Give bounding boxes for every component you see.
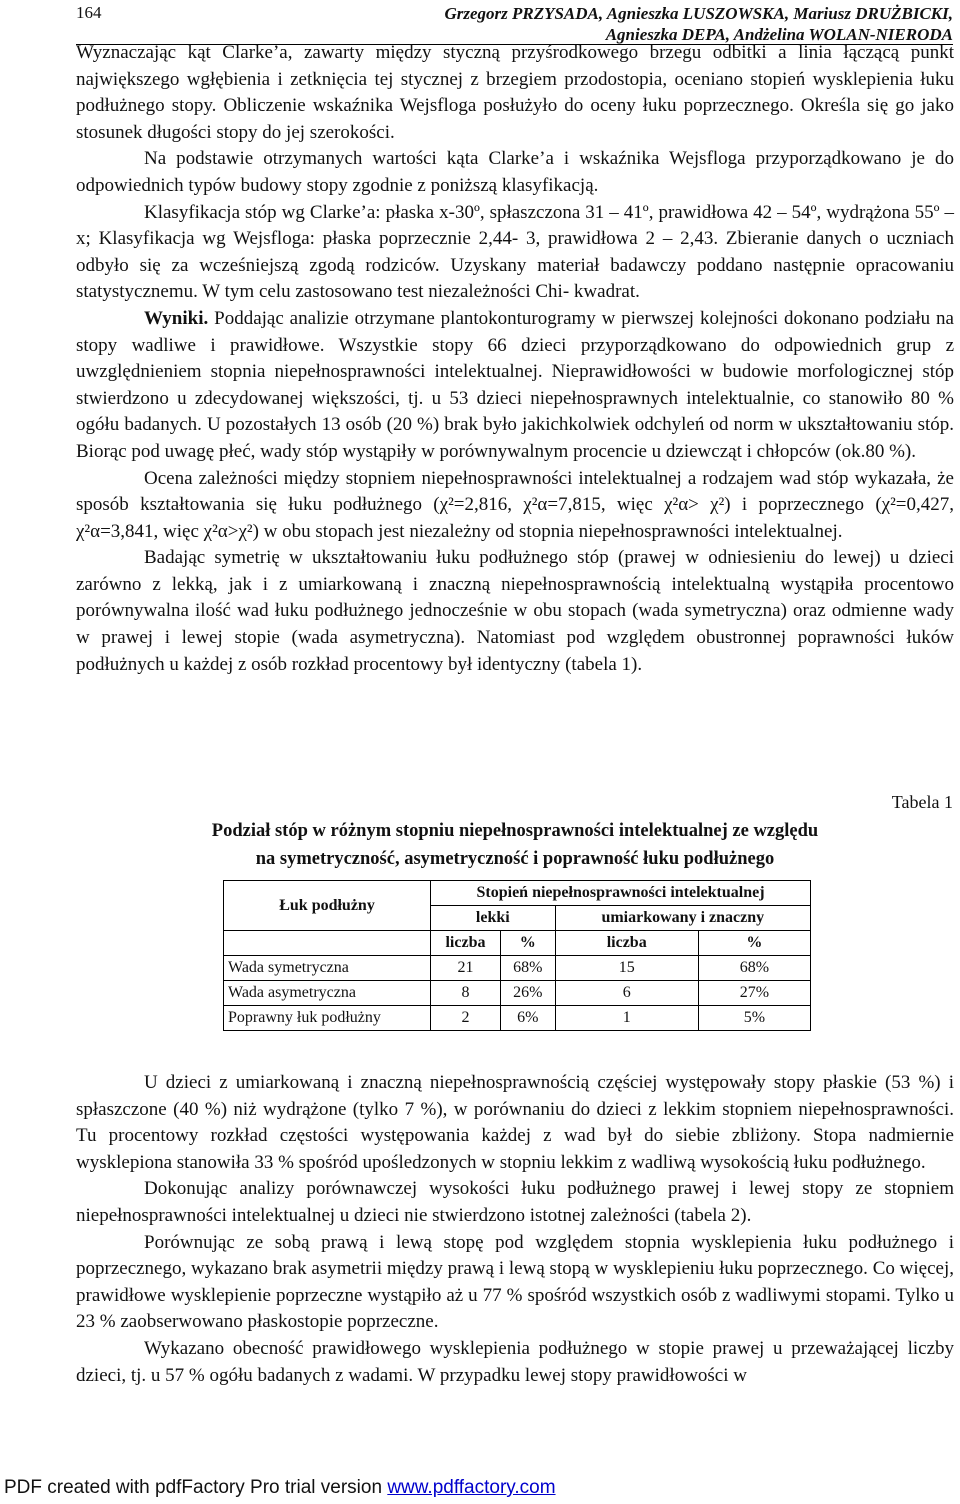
table-row [224,1006,811,1031]
subheader-cell: liczba [555,931,698,956]
table-cell: 8 [431,981,501,1006]
page-number: 164 [76,3,102,22]
paragraph: Ocena zależności między stopniem niepełnosprawności intelektualnej a rodzajem wad stóp wykazała, że sposób kształtowania się łuku podłużnego (χ²=2,816, χ²α=7,815, więc χ²α> χ²) i poprzecznego (χ²=0,427, χ²α=3,841, więc χ²α>χ²) w obu stopach jest niezależny od stopnia niepełnosprawności intelektualnej. [76,467,954,542]
level-mild-cell: lekki [431,906,556,931]
row-label: Wada asymetryczna [224,981,431,1006]
table-cell: 2 [431,1006,501,1031]
running-head-authors [444,3,953,45]
table-cell: 27% [698,981,810,1006]
paragraph: Badając symetrię w ukształtowaniu łuku podłużnego stóp (prawej w odniesieniu do lewej) u dzieci zarówno z lekką, jak i z umiarkowaną i znaczną niepełnosprawnością intelektualną wystąpiła procentowo porównywalna ilość wad łuku podłużnego jednocześnie w obu stopach (wada symetryczna) oraz odmienne wady w prawej i lewej stopie (wada asymetryczna). Natomiast pod względem obustronnej poprawności łuków podłużnych u każdej z osób rozkład procentowy był identyczny (tabela 1). [76,547,954,675]
results-text: Poddając analizie otrzymane plantokonturogramy w pierwszej kolejności dokonano podziału na stopy wadliwe i prawidłowe. Wszystkie stopy 66 dzieci przyporządkowano do odpowiednich grup z uwzględnieniem stopnia niepełnosprawności intelektualnej. Nieprawidłowości w budowie morfologicznej stóp stwierdzono u zdecydowanej większości, tj. u 53 dzieci niepełnosprawnych intelektualnie, co stanowiło 80 % ogółu badanych. U pozostałych 13 osób (20 %) brak było jakichkolwiek odchyleń od norm w ukształtowaniu stóp. Biorąc pod uwagę płeć, wady stóp wystąpiły w porównywalnym procencie u dziewcząt i chłopców (ok.80 %). [76,307,954,462]
table-subheader-row [224,931,811,956]
footer-text: PDF created with pdfFactory Pro trial version [4,1477,388,1498]
table-cell: 1 [555,1006,698,1031]
paragraph: Wyznaczając kąt Clarke’a, zawarty między styczną przyśrodkowego brzegu odbitki a linia łączącą punkt największego wgłębienia i zetknięcia tej stycznej z brzegiem przodostopia, oceniano stopień wysklepienia łuku podłużnego stopy. Obliczenie wskaźnika Wejsfloga posłużyło do oceny łuku poprzecznego. Określa się go jako stosunek długości stopy do jej szerokości. [76,42,954,143]
paragraph: Dokonując analizy porównawczej wysokości łuku podłużnego prawej i lewej stopy ze stopniem niepełnosprawności intelektualnej u dzieci nie stwierdzono istotnej zależności (tabela 2). [76,1178,954,1226]
paragraph: Porównując ze sobą prawą i lewą stopę pod względem stopnia wysklepienia łuku podłużnego i poprzecznego, wykazano brak asymetrii między prawą i lewą stopą w wysklepieniu łuku poprzecznego. Co więcej, prawidłowe wysklepienie poprzeczne wystąpiło aż u 77 % spośród wszystkich osób z wadliwymi stopami. Tylko u 23 % zaobserwowano płaskostopie poprzeczne. [76,1231,954,1333]
pdf-footer [4,1476,556,1500]
table-label: Tabela 1 [891,792,953,812]
table-title [76,817,954,873]
paragraph: Wykazano obecność prawidłowego wysklepienia podłużnego w stopie prawej u przeważającej liczby dzieci, tj. u 57 % ogółu badanych z wadami. W przypadku lewej stopy prawidłowości w [76,1337,954,1386]
empty-cell [224,931,431,956]
subheader-cell: % [500,931,555,956]
table-cell: 68% [698,956,810,981]
body-text-bottom [76,1070,954,1389]
footer-link[interactable]: www.pdffactory.com [387,1477,556,1498]
authors-line-2: Agnieszka DEPA, Andżelina WOLAN-NIERODA [605,25,953,44]
authors-line-1: Grzegorz PRZYSADA, Agnieszka LUSZOWSKA, Mariusz DRUŻBICKI, [444,4,953,23]
table-row [224,981,811,1006]
level-moderate-cell: umiarkowany i znaczny [555,906,810,931]
table-cell: 6% [500,1006,555,1031]
body-text-top [76,40,954,678]
paragraph: Na podstawie otrzymanych wartości kąta Clarke’a i wskaźnika Wejsfloga przyporządkowano je do odpowiednich typów budowy stopy zgodnie z poniższą klasyfikacją. [76,148,954,196]
table-cell: 21 [431,956,501,981]
paragraph: U dzieci z umiarkowaną i znaczną niepełnosprawnością częściej występowały stopy płaskie (53 %) i spłaszczone (40 %) niż wydrążone (tylko 7 %), w porównaniu do dzieci z lekkim stopniem niepełnosprawności. Tu procentowy rozkład częstości występowania każdej z wad był do siebie zbliżony. Stopa nadmiernie wysklepiona stanowiła 33 % spośród upośledzonych w stopniu lekkim z wadliwą wysokością łuku podłużnego. [76,1072,954,1173]
data-table [223,880,811,1031]
group-header-cell: Stopień niepełnosprawności intelektualnej [431,881,811,906]
paragraph: Klasyfikacja stóp wg Clarke’a: płaska x-30º, spłaszczona 31 – 41º, prawidłowa 42 – 54º, wydrążona 55º – x; Klasyfikacja wg Wejsfloga: płaska poprzecznie 2,44- 3, prawidłowa 2 – 2,43. Zbieranie danych o uczniach odbyło się za wcześniejszą zgodą rodziców. Uzyskany materiał badawczy poddano następnie opracowaniu statystycznemu. W tym celu zastosowano test niezależności Chi- kwadrat. [76,201,954,303]
results-paragraph [76,306,954,466]
table-cell: 6 [555,981,698,1006]
table-row [224,956,811,981]
table-cell: 26% [500,981,555,1006]
table-cell: 68% [500,956,555,981]
row-label: Poprawny łuk podłużny [224,1006,431,1031]
row-header-cell: Łuk podłużny [224,881,431,931]
table-header-row [224,881,811,906]
subheader-cell: liczba [431,931,501,956]
table-cell: 15 [555,956,698,981]
table-title-line-1: Podział stóp w różnym stopniu niepełnosprawności intelektualnej ze względu [211,821,819,841]
table-cell: 5% [698,1006,810,1031]
results-heading: Wyniki. [144,307,209,329]
subheader-cell: % [698,931,810,956]
row-label: Wada symetryczna [224,956,431,981]
table-title-line-2: na symetryczność, asymetryczność i poprawność łuku podłużnego [255,849,775,869]
